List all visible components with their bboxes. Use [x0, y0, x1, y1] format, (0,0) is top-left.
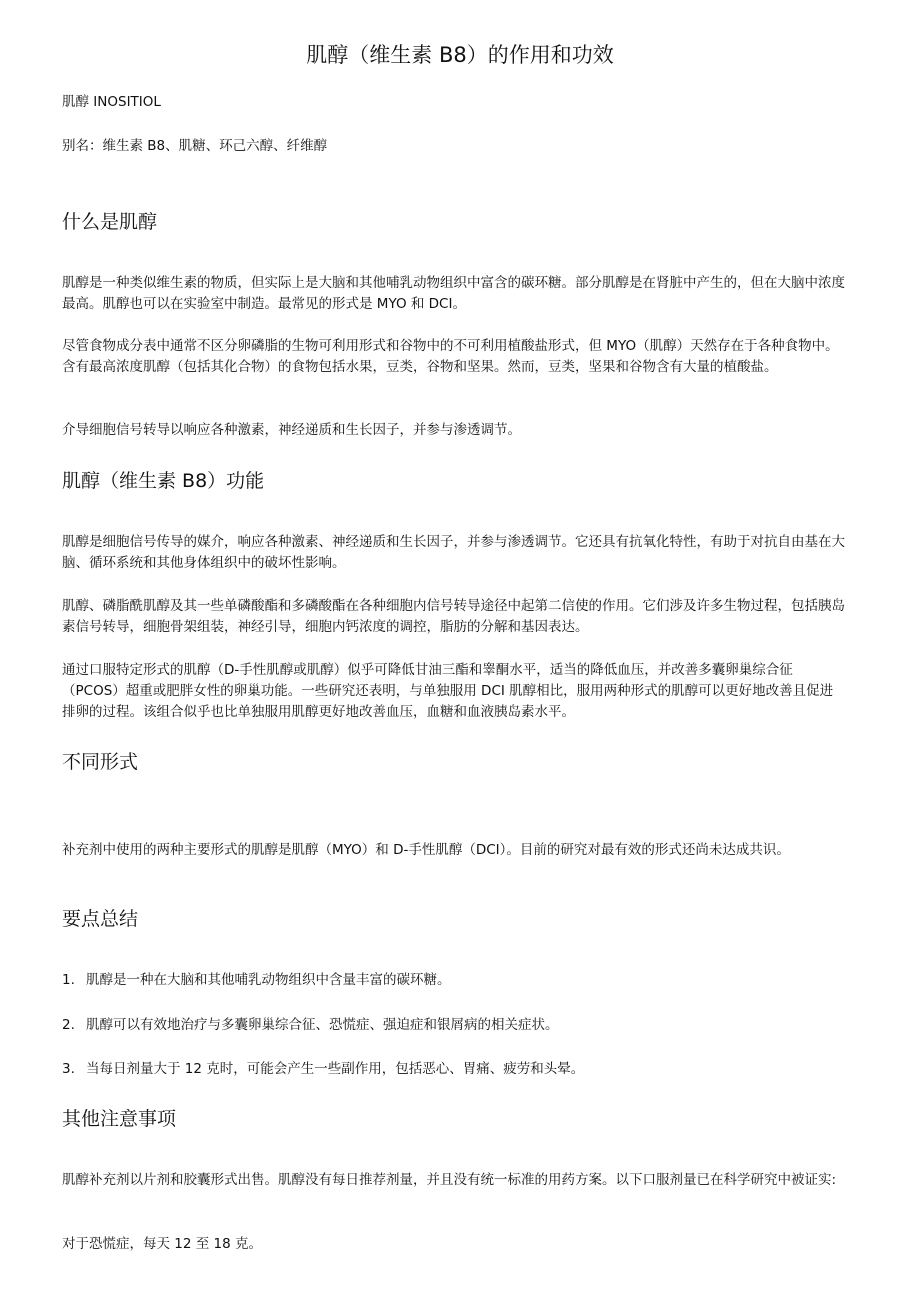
- section-heading-what-is: 什么是肌醇: [62, 211, 158, 233]
- list-item-number: 1.: [62, 972, 75, 988]
- section-heading-forms: 不同形式: [62, 751, 139, 773]
- paragraph: 介导细胞信号转导以响应各种激素，神经递质和生长因子，并参与渗透调节。: [62, 422, 521, 438]
- subtitle: 肌醇 INOSITIOL: [62, 94, 161, 110]
- list-item: [62, 1059, 846, 1080]
- paragraph: 通过口服特定形式的肌醇（D-手性肌醇或肌醇）似乎可降低甘油三酯和睾酮水平，适当的降低血压，并改善多囊卵巢综合征（PCOS）超重或肥胖女性的卵巢功能。一些研究还表明，与单独服用 DCI 肌醇相比，服用两种形式的肌醇可以更好地改善且促进排卵的过程。该组合似乎也比单独服用肌醇更好地改善血压，血糖和血液胰岛素水平。: [62, 662, 834, 720]
- list-item: [62, 970, 846, 991]
- document-title: 肌醇（维生素 B8）的作用和功效: [306, 43, 614, 67]
- list-item: [62, 1015, 846, 1036]
- section-heading-other-notes: 其他注意事项: [62, 1108, 177, 1130]
- paragraph: 尽管食物成分表中通常不区分卵磷脂的生物可利用形式和谷物中的不可利用植酸盐形式，但 MYO（肌醇）天然存在于各种食物中。含有最高浓度肌醇（包括其化合物）的食物包括水果，豆类，谷物和坚果。然而，豆类，坚果和谷物含有大量的植酸盐。: [62, 338, 839, 375]
- paragraph: 肌醇是细胞信号传导的媒介，响应各种激素、神经递质和生长因子，并参与渗透调节。它还具有抗氧化特性，有助于对抗自由基在大脑、循环系统和其他身体组织中的破坏性影响。: [62, 534, 845, 571]
- paragraph: 对于恐慌症，每天 12 至 18 克。: [62, 1236, 263, 1252]
- paragraph: 肌醇是一种类似维生素的物质，但实际上是大脑和其他哺乳动物组织中富含的碳环糖。部分肌醇是在肾脏中产生的，但在大脑中浓度最高。肌醇也可以在实验室中制造。最常见的形式是 MYO 和 DCI。: [62, 275, 845, 312]
- list-item-number: 3.: [62, 1061, 75, 1077]
- list-item-text: 当每日剂量大于 12 克时，可能会产生一些副作用，包括恶心、胃痛、疲劳和头晕。: [86, 1061, 585, 1077]
- section-heading-summary: 要点总结: [62, 908, 139, 930]
- paragraph: 肌醇、磷脂酰肌醇及其一些单磷酸酯和多磷酸酯在各种细胞内信号转导途径中起第二信使的作用。它们涉及许多生物过程，包括胰岛素信号转导，细胞骨架组装，神经引导，细胞内钙浓度的调控，脂肪的分解和基因表达。: [62, 598, 845, 635]
- section-heading-functions: 肌醇（维生素 B8）功能: [62, 470, 265, 492]
- paragraph: 肌醇补充剂以片剂和胶囊形式出售。肌醇没有每日推荐剂量，并且没有统一标准的用药方案。以下口服剂量已在科学研究中被证实:: [62, 1172, 837, 1188]
- paragraph: 补充剂中使用的两种主要形式的肌醇是肌醇（MYO）和 D-手性肌醇（DCI）。目前的研究对最有效的形式还尚未达成共识。: [62, 842, 790, 858]
- list-item-text: 肌醇可以有效地治疗与多囊卵巢综合征、恐慌症、强迫症和银屑病的相关症状。: [86, 1017, 559, 1033]
- alias-line: 别名：维生素 B8、肌糖、环己六醇、纤维醇: [62, 138, 328, 154]
- list-item-number: 2.: [62, 1017, 75, 1033]
- list-item-text: 肌醇是一种在大脑和其他哺乳动物组织中含量丰富的碳环糖。: [86, 972, 451, 988]
